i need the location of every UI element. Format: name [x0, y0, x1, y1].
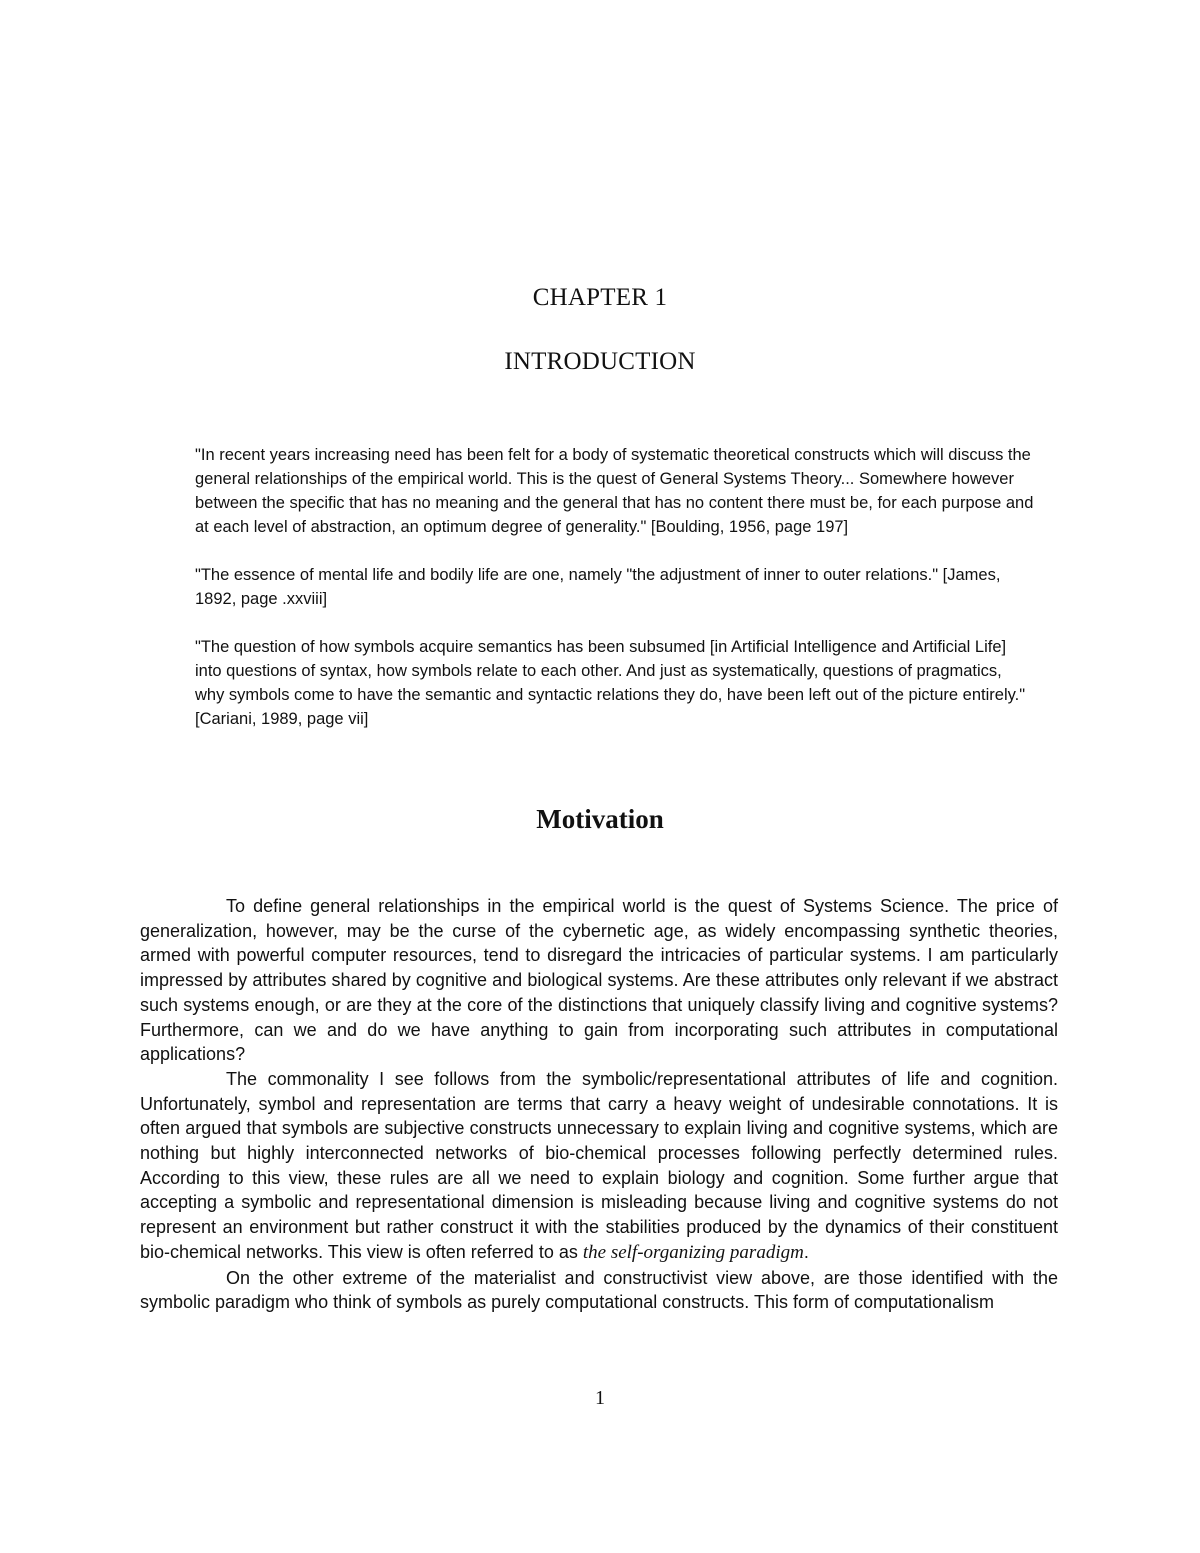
chapter-number: CHAPTER 1 [532, 284, 668, 311]
body-text [140, 894, 1058, 1315]
epigraph-block [195, 443, 1035, 755]
paragraph-1: To define general relationships in the empirical world is the quest of Systems Science. The price of generalization, however, may be the curse of the cybernetic age, as widely encompassing synthetic theories, armed with powerful computer resources, tend to disregard the intricacies of particular systems. I am particularly impressed by attributes shared by cognitive and biological systems. Are these attributes only relevant if we abstract such systems enough, or are they at the core of the distinctions that uniquely classify living and cognitive systems? Furthermore, can we and do we have anything to gain from incorporating such attributes in computational applications? [140, 896, 1058, 1065]
epigraph-james: "The essence of mental life and bodily life are one, namely "the adjustment of inner to outer relations." [James, 1892, page .xxviii] [195, 566, 1001, 608]
chapter-title: INTRODUCTION [504, 348, 696, 375]
paragraph-2-end: . [803, 1241, 809, 1262]
paragraph-2-emphasis: the self-organizing paradigm [582, 1241, 804, 1263]
epigraph-boulding: "In recent years increasing need has been felt for a body of systematic theoretical constructs which will discuss the general relationships of the empirical world. This is the quest of General Systems Theory... Somewhere however between the specific that has no meaning and the general that has no content there must be, for each purpose and at each level of abstraction, an optimum degree of generality." [Boulding, 1956, page 197] [195, 446, 1034, 536]
paragraph-2-text: The commonality I see follows from the symbolic/representational attributes of life and cognition. Unfortunately, symbol and representation are terms that carry a heavy weight of undesirable connotations. It is often argued that symbols are subjective constructs unnecessary to explain living and cognitive systems, which are nothing but highly interconnected networks of bio-chemical processes following perfectly determined rules. According to this view, these rules are all we need to explain biology and cognition. Some further argue that accepting a symbolic and representational dimension is misleading because living and cognitive systems do not represent an environment but rather construct it with the stabilities produced by the dynamics of their constituent bio-chemical networks. This view is often referred to as [140, 1068, 1058, 1262]
page-number: 1 [595, 1387, 605, 1409]
section-heading: Motivation [536, 804, 664, 834]
paragraph-2 [140, 1067, 1058, 1266]
epigraph-cariani: "The question of how symbols acquire semantics has been subsumed [in Artificial Intelligence and Artificial Life] into questions of syntax, how symbols relate to each other. And just as systematically, questions of pragmatics, why symbols come to have the semantic and syntactic relations they do, have been left out of the picture entirely." [Cariani, 1989, page vii] [195, 638, 1026, 728]
paragraph-3: On the other extreme of the materialist and constructivist view above, are those identified with the symbolic paradigm who think of symbols as purely computational constructs. This form of computationalism [140, 1267, 1058, 1313]
